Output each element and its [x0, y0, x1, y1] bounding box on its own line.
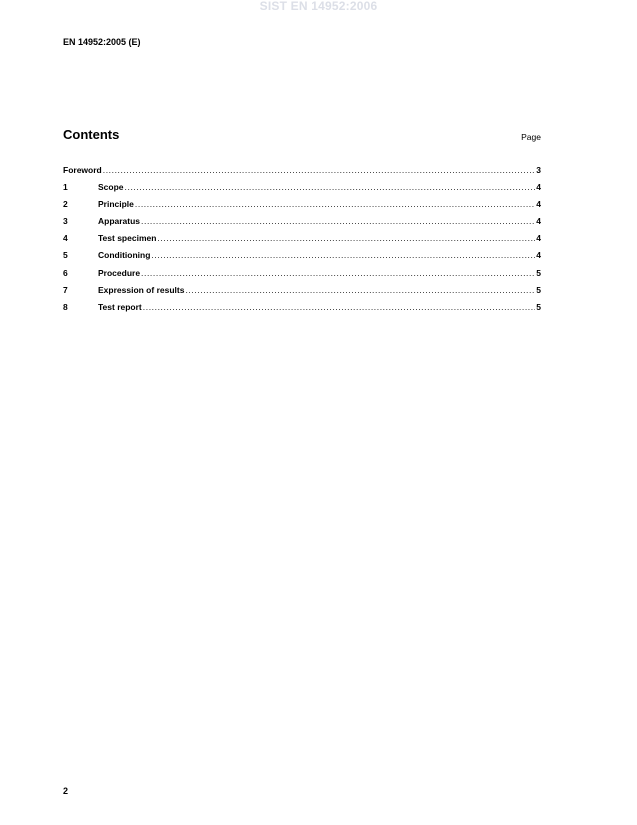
watermark: SIST EN 14952:2006	[259, 0, 378, 13]
contents-heading: Contents	[63, 127, 120, 142]
document-id: EN 14952:2005 (E)	[63, 37, 141, 47]
toc-entry-number: 1	[63, 182, 68, 193]
toc-entry-page: 4	[536, 250, 541, 261]
toc-entry-page: 4	[536, 216, 541, 227]
toc-entry-foreword[interactable]	[63, 164, 541, 181]
toc-entry-title: Scope	[98, 182, 124, 193]
page-column-label: Page	[521, 132, 541, 142]
toc-entry-number: 4	[63, 233, 68, 244]
toc-leader-dots	[157, 232, 535, 244]
toc-entry-test-report[interactable]	[63, 301, 541, 318]
toc-leader-dots	[151, 249, 535, 261]
toc-entry-procedure[interactable]	[63, 267, 541, 284]
toc-entry-title: Test specimen	[98, 233, 157, 244]
toc-entry-title: Principle	[98, 199, 134, 210]
toc-leader-dots	[135, 198, 535, 210]
toc-entry-page: 4	[536, 182, 541, 193]
toc-leader-dots	[141, 215, 535, 227]
toc-entry-title: Test report	[98, 301, 142, 312]
table-of-contents	[63, 164, 541, 318]
toc-entry-title: Procedure	[98, 267, 141, 278]
toc-entry-title: Apparatus	[98, 216, 141, 227]
toc-entry-page: 5	[536, 301, 541, 312]
toc-entry-number: 2	[63, 199, 68, 210]
toc-leader-dots	[125, 181, 536, 193]
toc-entry-number: 5	[63, 250, 68, 261]
toc-entry-page: 4	[536, 233, 541, 244]
toc-entry-scope[interactable]	[63, 181, 541, 198]
toc-entry-number: 8	[63, 301, 68, 312]
page-number: 2	[63, 786, 69, 796]
toc-entry-number: 6	[63, 267, 68, 278]
toc-entry-conditioning[interactable]	[63, 249, 541, 266]
toc-leader-dots	[103, 164, 536, 176]
toc-entry-page: 4	[536, 199, 541, 210]
toc-entry-expression-of-results[interactable]	[63, 284, 541, 301]
toc-leader-dots	[141, 267, 535, 279]
toc-entry-test-specimen[interactable]	[63, 232, 541, 249]
toc-entry-apparatus[interactable]	[63, 215, 541, 232]
toc-entry-page: 5	[536, 267, 541, 278]
toc-entry-number: 7	[63, 284, 68, 295]
toc-entry-page: 5	[536, 284, 541, 295]
toc-entry-principle[interactable]	[63, 198, 541, 215]
toc-entry-number: 3	[63, 216, 68, 227]
toc-entry-title: Conditioning	[98, 250, 151, 261]
toc-entry-page: 3	[536, 165, 541, 175]
toc-entry-title: Foreword	[63, 165, 102, 175]
toc-entry-title: Expression of results	[98, 284, 185, 295]
toc-leader-dots	[185, 284, 535, 296]
toc-leader-dots	[143, 301, 535, 313]
